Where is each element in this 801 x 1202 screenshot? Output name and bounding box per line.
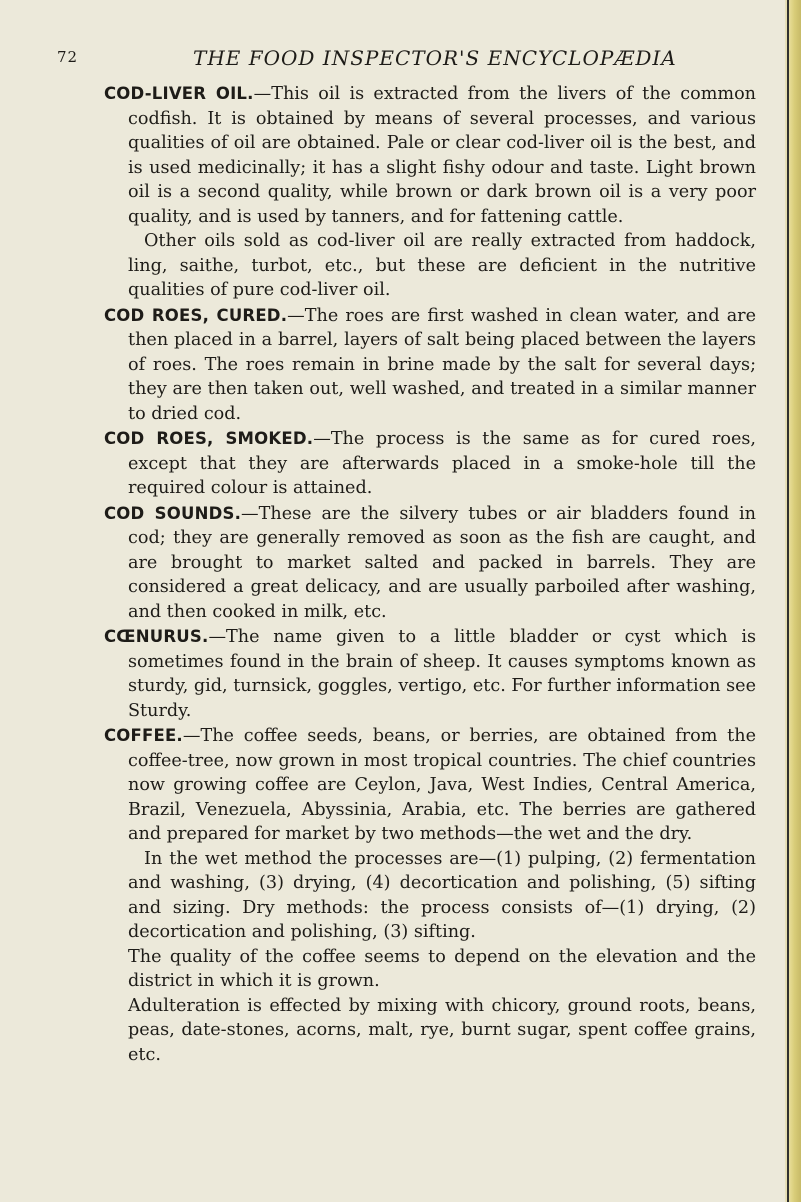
entry-paragraph	[104, 82, 756, 229]
running-head: THE FOOD INSPECTOR'S ENCYCLOPÆDIA	[193, 46, 677, 70]
entry-cod-sounds	[104, 502, 756, 625]
page-edge-line	[787, 0, 789, 1202]
encyclopedia-text	[104, 82, 756, 1068]
entry-heading: CŒNURUS.	[104, 627, 209, 646]
entry-paragraph: In the wet method the processes are—(1) pulping, (2) fermentation and washing, (3) drying, (4) decortication and polishing, (5) sifting and sizing. Dry methods: the process consists of—(1) drying, (2) decortication and polishing, (3) sifting.	[128, 848, 756, 942]
entry-paragraph	[104, 724, 756, 847]
entry-text: —The name given to a little bladder or cyst which is sometimes found in the brain of sheep. It causes symptoms known as sturdy, gid, turnsick, goggles, vertigo, etc. For further information see Sturdy.	[128, 627, 756, 721]
entry-paragraph	[104, 625, 756, 723]
page-header	[57, 46, 757, 76]
entry-heading: COD ROES, SMOKED.	[104, 429, 314, 448]
page-number: 72	[57, 48, 79, 66]
entry-paragraph: Other oils sold as cod-liver oil are really extracted from haddock, ling, saithe, turbot, etc., but these are deficient in the nutritive qualities of pure cod-liver oil.	[128, 231, 756, 300]
entry-text: —These are the silvery tubes or air bladders found in cod; they are generally removed as soon as the fish are caught, and are brought to market salted and packed in barrels. They are considered a great delicacy, and are usually parboiled after washing, and then cooked in milk, etc.	[128, 503, 756, 622]
entry-coenurus	[104, 625, 756, 723]
entry-paragraph	[104, 502, 756, 625]
entry-heading: COD ROES, CURED.	[104, 305, 288, 325]
entry-heading: COD-LIVER OIL.	[104, 84, 254, 103]
entry-heading: COFFEE.	[104, 726, 183, 745]
entry-paragraph	[104, 427, 756, 501]
entry-cod-roes-cured	[104, 304, 756, 427]
entry-heading: COD SOUNDS.	[104, 503, 242, 523]
entry-text: —The process is the same as for cured roes, except that they are afterwards placed in a smoke-hole till the required colour is attained.	[128, 429, 756, 498]
entry-paragraph	[104, 304, 757, 427]
entry-cod-roes-smoked	[104, 427, 756, 501]
entry-text: —This oil is extracted from the livers of the common codfish. It is obtained by means of several processes, and various qualities of oil are obtained. Pale or clear cod-liver oil is the best, and is used medicinally; it has a slight fishy odour and taste. Light brown oil is a second quality, while brown or dark brown oil is a very poor quality, and is used by tanners, and for fattening cattle.	[128, 84, 756, 227]
entry-coffee	[104, 724, 756, 1067]
entry-text: —The roes are first washed in clean water, and are then placed in a barrel, layers of salt being placed between the layers of roes. The roes remain in brine made by the salt for several days; they are then taken out, well washed, and treated in a similar manner to dried cod.	[128, 305, 757, 424]
entry-cod-liver-oil	[104, 82, 756, 303]
entry-paragraph: Adulteration is effected by mixing with chicory, ground roots, beans, peas, date-stones, acorns, malt, rye, burnt sugar, spent coffee grains, etc.	[128, 995, 756, 1065]
entry-paragraph: The quality of the coffee seems to depend on the elevation and the district in which it is grown.	[128, 946, 756, 991]
entry-text: —The coffee seeds, beans, or berries, are obtained from the coffee-tree, now grown in most tropical countries. The chief countries now growing coffee are Ceylon, Java, West Indies, Central America, Brazil, Venezuela, Abyssinia, Arabia, etc. The berries are gathered and prepared for market by two methods—the wet and the dry.	[128, 726, 756, 844]
